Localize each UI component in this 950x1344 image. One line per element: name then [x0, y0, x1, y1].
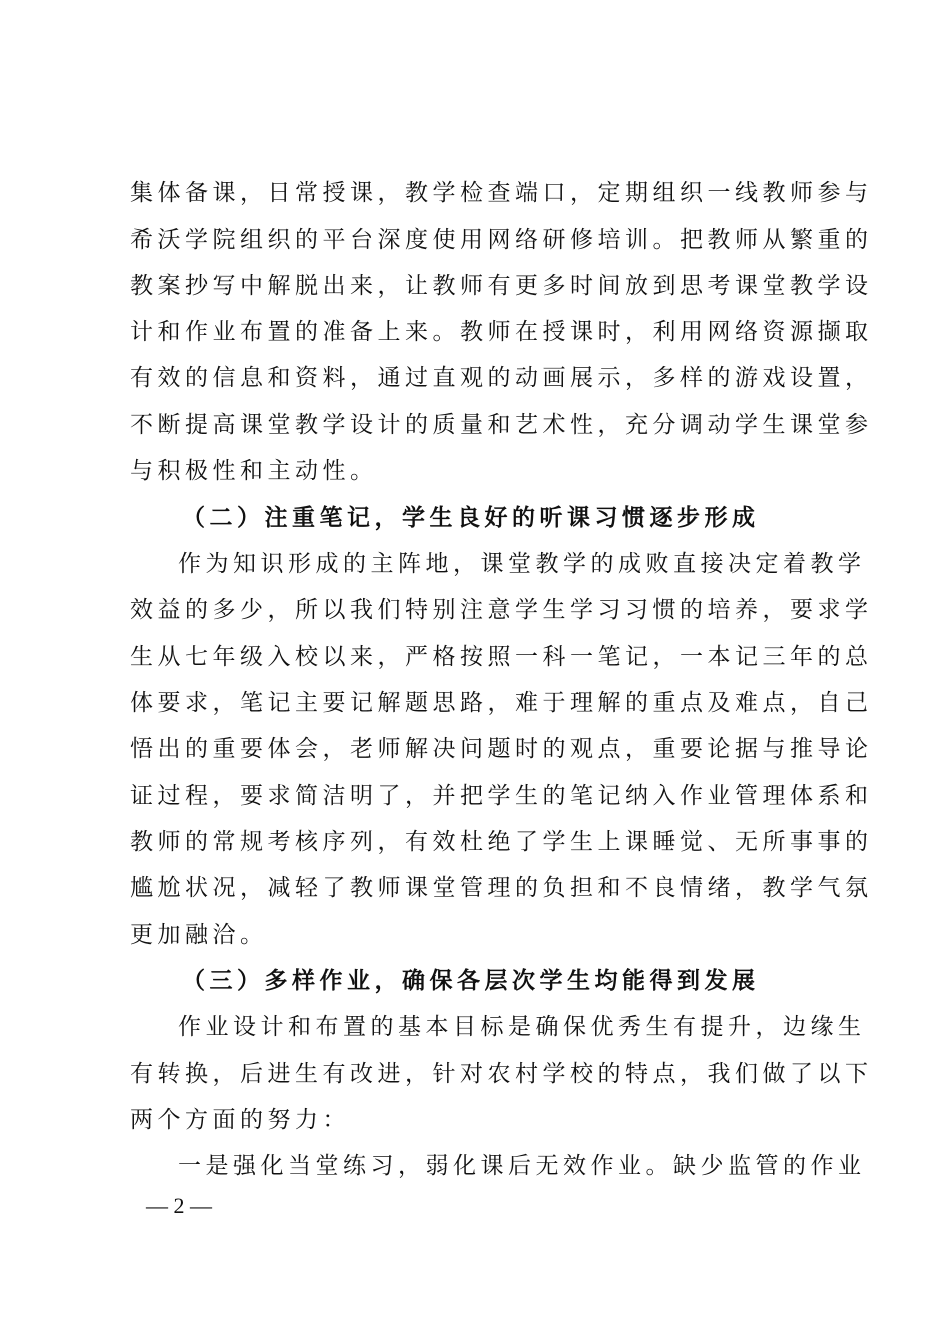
paragraph-line: 希沃学院组织的平台深度使用网络研修培训。把教师从繁重的 — [130, 227, 873, 253]
paragraph-line: 有效的信息和资料，通过直观的动画展示，多样的游戏设置， — [130, 365, 873, 391]
paragraph-line: 教师的常规考核序列，有效杜绝了学生上课睡觉、无所事事的 — [130, 829, 873, 855]
paragraph-line: 不断提高课堂教学设计的质量和艺术性，充分调动学生课堂参 — [130, 412, 873, 438]
page-number: — 2 — — [146, 1193, 212, 1218]
paragraph-line: 两个方面的努力： — [130, 1107, 350, 1133]
paragraph-line: 教案抄写中解脱出来，让教师有更多时间放到思考课堂教学设 — [130, 273, 873, 299]
paragraph-line: 生从七年级入校以来，严格按照一科一笔记，一本记三年的总 — [130, 644, 873, 670]
paragraph-line: 作为知识形成的主阵地，课堂教学的成败直接决定着教学 — [178, 551, 866, 577]
paragraph-line: 有转换，后进生有改进，针对农村学校的特点，我们做了以下 — [130, 1061, 873, 1087]
paragraph-line: 效益的多少，所以我们特别注意学生学习习惯的培养，要求学 — [130, 597, 873, 623]
section-heading-homework: （三）多样作业，确保各层次学生均能得到发展 — [182, 967, 760, 994]
paragraph-line: 一是强化当堂练习，弱化课后无效作业。缺少监管的作业 — [178, 1153, 866, 1179]
paragraph-line: 更加融洽。 — [130, 922, 268, 948]
paragraph-line: 证过程，要求简洁明了，并把学生的笔记纳入作业管理体系和 — [130, 783, 873, 809]
paragraph-line: 集体备课，日常授课，教学检查端口，定期组织一线教师参与 — [130, 180, 873, 206]
paragraph-line: 计和作业布置的准备上来。教师在授课时，利用网络资源撷取 — [130, 319, 873, 345]
paragraph-line: 尴尬状况，减轻了教师课堂管理的负担和不良情绪，教学气氛 — [130, 875, 873, 901]
paragraph-line: 悟出的重要体会，老师解决问题时的观点，重要论据与推导论 — [130, 736, 873, 762]
section-heading-notes: （二）注重笔记，学生良好的听课习惯逐步形成 — [182, 504, 760, 531]
paragraph-line: 作业设计和布置的基本目标是确保优秀生有提升，边缘生 — [178, 1014, 866, 1040]
paragraph-line: 与积极性和主动性。 — [130, 458, 378, 484]
paragraph-line: 体要求，笔记主要记解题思路，难于理解的重点及难点，自己 — [130, 690, 873, 716]
